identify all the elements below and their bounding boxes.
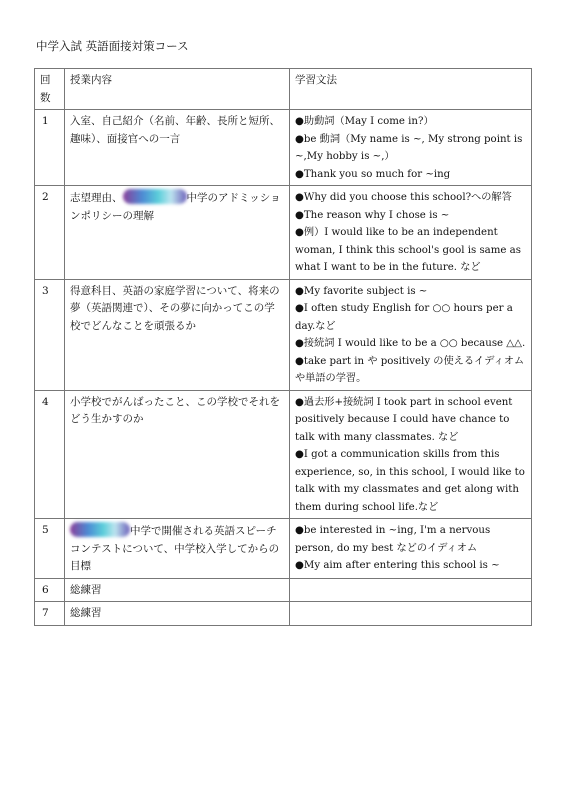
row-number: 7 bbox=[35, 602, 65, 626]
content-text-after: 中学のアドミッションポリシーの理解 bbox=[70, 192, 281, 222]
grammar-item: ●接続詞 I would like to be a ○○ because △△. bbox=[295, 338, 526, 349]
row-number: 4 bbox=[35, 390, 65, 519]
row-content: 入室、自己紹介（名前、年齢、長所と短所、趣味）、面接官への一言 bbox=[65, 110, 290, 186]
header-row bbox=[35, 69, 532, 110]
grammar-item: ●例）I would like to be an independent woman, I think this school's gool is same as what I want to be in the future. など bbox=[295, 227, 521, 273]
row-number: 3 bbox=[35, 279, 65, 390]
table-row bbox=[35, 110, 532, 186]
grammar-item: ●I often study English for ○○ hours per a day.など bbox=[295, 303, 513, 332]
grammar-item: ●The reason why I chose is ~ bbox=[295, 209, 450, 221]
lesson-table bbox=[34, 68, 532, 626]
row-grammar bbox=[290, 578, 532, 602]
header-number: 回数 bbox=[35, 69, 65, 110]
grammar-item: ●My favorite subject is ~ bbox=[295, 285, 428, 297]
row-number: 5 bbox=[35, 519, 65, 579]
row-grammar bbox=[290, 390, 532, 519]
content-text-before: 志望理由、 bbox=[70, 192, 123, 204]
row-content: 総練習 bbox=[65, 578, 290, 602]
table-row bbox=[35, 186, 532, 280]
table-row bbox=[35, 519, 532, 579]
grammar-item: ●助動詞（May I come in?） bbox=[295, 116, 434, 127]
document-title: 中学入試 英語面接対策コース bbox=[36, 39, 189, 53]
header-grammar: 学習文法 bbox=[290, 69, 532, 110]
grammar-item: ●take part in や positively の使えるイディオムや単語の学習。 bbox=[295, 355, 525, 384]
grammar-item: ●Thank you so much for ~ing bbox=[295, 168, 451, 180]
row-grammar bbox=[290, 519, 532, 579]
row-grammar bbox=[290, 279, 532, 390]
row-content: 得意科目、英語の家庭学習について、将来の夢（英語関連で）、その夢に向かってこの学校でどんなことを頑張るか bbox=[65, 279, 290, 390]
row-content: 総練習 bbox=[65, 602, 290, 626]
header-content: 授業内容 bbox=[65, 69, 290, 110]
row-content: 小学校でがんばったこと、この学校でそれをどう生かすのか bbox=[65, 390, 290, 519]
content-text-after: 中学で開催される英語スピーチコンテストについて、中学校入学してからの目標 bbox=[70, 525, 280, 572]
table-row bbox=[35, 390, 532, 519]
row-number: 1 bbox=[35, 110, 65, 186]
grammar-item: ●be interested in ~ing, I'm a nervous person, do my best などのイディオム bbox=[295, 525, 491, 554]
grammar-item: ●My aim after entering this school is ~ bbox=[295, 560, 500, 571]
row-grammar bbox=[290, 602, 532, 626]
row-content bbox=[65, 186, 290, 280]
redacted-school-name bbox=[123, 189, 187, 204]
table-row bbox=[35, 602, 532, 626]
table-row bbox=[35, 578, 532, 602]
redacted-school-name bbox=[70, 522, 130, 537]
row-number: 2 bbox=[35, 186, 65, 280]
grammar-item: ●I got a communication skills from this experience, so, in this school, I would like to talk with my classmates and get along with them during school life.など bbox=[295, 449, 525, 513]
table-row bbox=[35, 279, 532, 390]
row-content bbox=[65, 519, 290, 579]
row-number: 6 bbox=[35, 578, 65, 602]
grammar-item: ●Why did you choose this school?への解答 bbox=[295, 192, 512, 203]
grammar-item: ●be 動詞（My name is ~, My strong point is ~,My hobby is ~,） bbox=[295, 133, 523, 162]
row-grammar bbox=[290, 110, 532, 186]
row-grammar bbox=[290, 186, 532, 280]
grammar-item: ●過去形+接続詞 I took part in school event positively because I could have chance to talk with many classmates. など bbox=[295, 396, 513, 443]
